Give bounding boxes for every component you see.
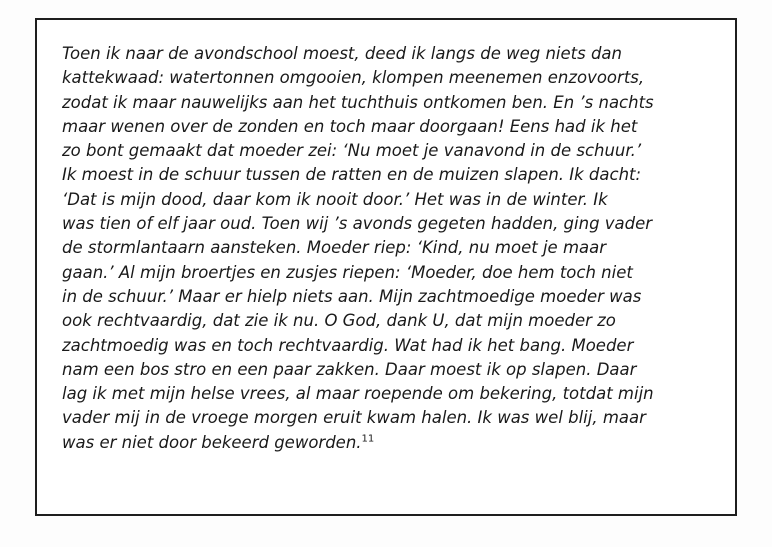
quote-line: Toen ik naar de avondschool moest, deed ik langs de weg niets dan	[62, 44, 623, 63]
quote-line-text: was er niet door bekeerd geworden.	[62, 432, 362, 452]
quote-line: kattekwaad: watertonnen omgooien, klompen meenemen enzovoorts,	[62, 68, 645, 88]
quote-line: vader mij in de vroege morgen eruit kwam halen. Ik was wel blij, maar	[62, 408, 646, 428]
quote-line: lag ik met mijn helse vrees, al maar roepende om bekering, totdat mijn	[62, 384, 654, 404]
quote-line: zodat ik maar nauwelijks aan het tuchthuis ontkomen ben. En ’s nachts	[62, 92, 654, 112]
quote-box	[35, 18, 737, 516]
quote-line: zo bont gemaakt dat moeder zei: ‘Nu moet je vanavond in de schuur.’	[62, 141, 642, 161]
quote-line-last	[62, 431, 722, 455]
quote-text	[62, 42, 722, 455]
quote-line: maar wenen over de zonden en toch maar doorgaan! Eens had ik het	[62, 116, 638, 136]
quote-line: gaan.’ Al mijn broertjes en zusjes riepen: ‘Moeder, doe hem toch niet	[62, 262, 633, 282]
quote-line: ‘Dat is mijn dood, daar kom ik nooit door.’ Het was in de winter. Ik	[62, 189, 608, 209]
quote-line: zachtmoedig was en toch rechtvaardig. Wat had ik het bang. Moeder	[62, 335, 634, 355]
quote-line: nam een bos stro en een paar zakken. Daar moest ik op slapen. Daar	[62, 359, 637, 379]
quote-line: ook rechtvaardig, dat zie ik nu. O God, dank U, dat mijn moeder zo	[62, 311, 616, 331]
footnote-marker: 11	[361, 433, 375, 445]
quote-line: in de schuur.’ Maar er hielp niets aan. Mijn zachtmoedige moeder was	[62, 286, 642, 306]
quote-line: de stormlantaarn aansteken. Moeder riep: ‘Kind, nu moet je maar	[62, 238, 607, 258]
quote-line: was tien of elf jaar oud. Toen wij ’s avonds gegeten hadden, ging vader	[62, 214, 653, 234]
quote-line: Ik moest in de schuur tussen de ratten en de muizen slapen. Ik dacht:	[62, 165, 642, 185]
